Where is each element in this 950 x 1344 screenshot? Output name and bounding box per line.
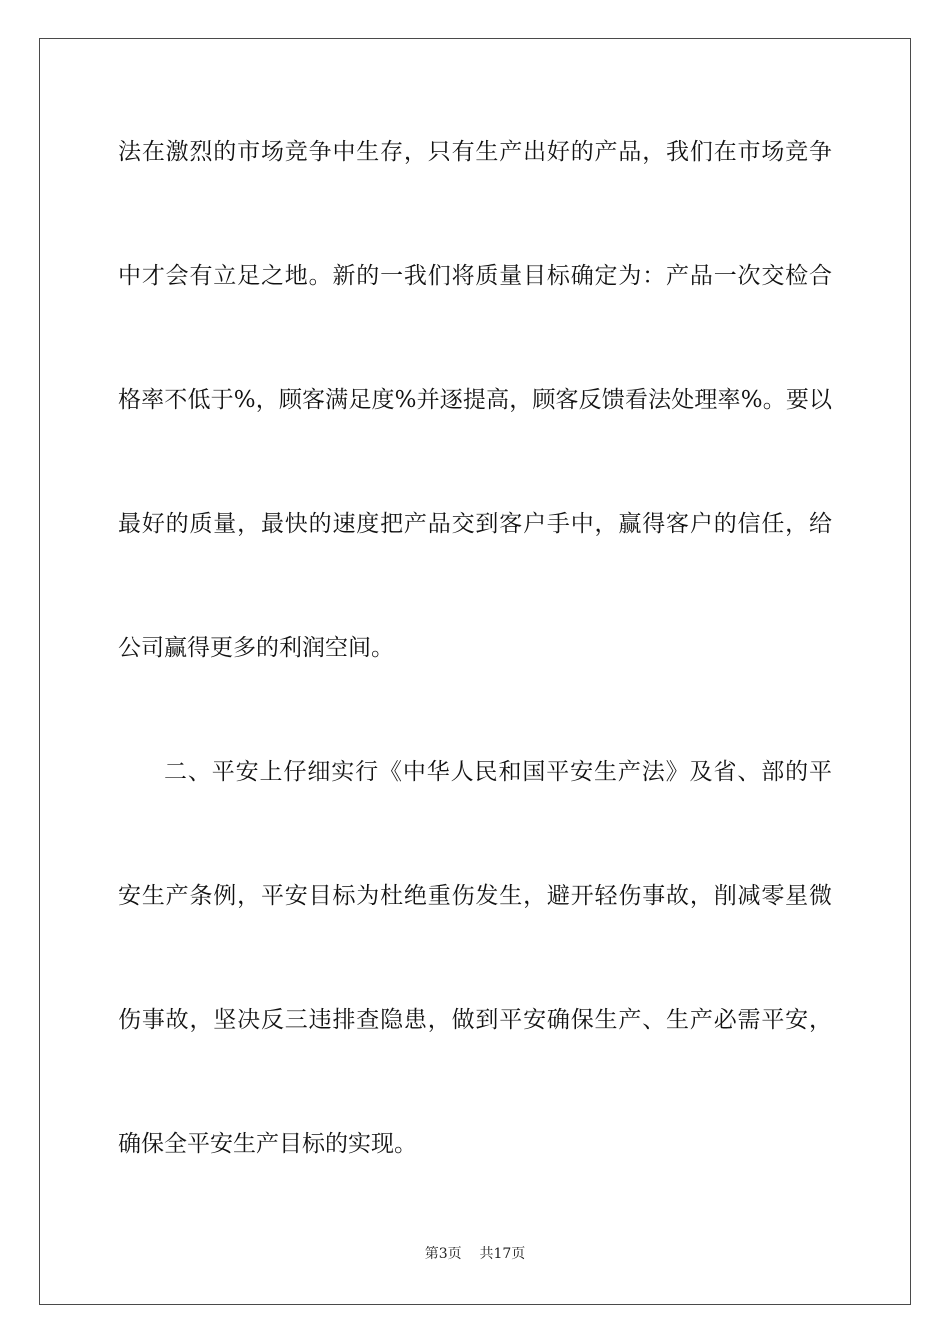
text-line-9: 确保全平安生产目标的实现。: [118, 1131, 417, 1157]
text-line-1: 法在激烈的市场竞争中生存，只有生产出好的产品，我们在市场竞争: [118, 139, 832, 165]
text-line-5: 公司赢得更多的利润空间。: [118, 635, 394, 661]
page-footer: [0, 1245, 950, 1263]
section-heading-line: 二、平安上仔细实行《中华人民和国平安生产法》及省、部的平: [164, 759, 832, 785]
text-line-8: 伤事故，坚决反三违排查隐患，做到平安确保生产、生产必需平安，: [118, 1007, 832, 1033]
page-border: [39, 38, 911, 1305]
page-number: 第3页: [424, 1246, 462, 1262]
page-total: 共17页: [479, 1246, 526, 1262]
text-line-3: 格率不低于%，顾客满足度%并逐提高，顾客反馈看法处理率%。要以: [118, 387, 832, 413]
text-line-7: 安生产条例，平安目标为杜绝重伤发生，避开轻伤事故，削减零星微: [118, 883, 832, 909]
text-line-4: 最好的质量，最快的速度把产品交到客户手中，赢得客户的信任，给: [118, 511, 832, 537]
text-line-2: 中才会有立足之地。新的一我们将质量目标确定为：产品一次交检合: [118, 263, 832, 289]
